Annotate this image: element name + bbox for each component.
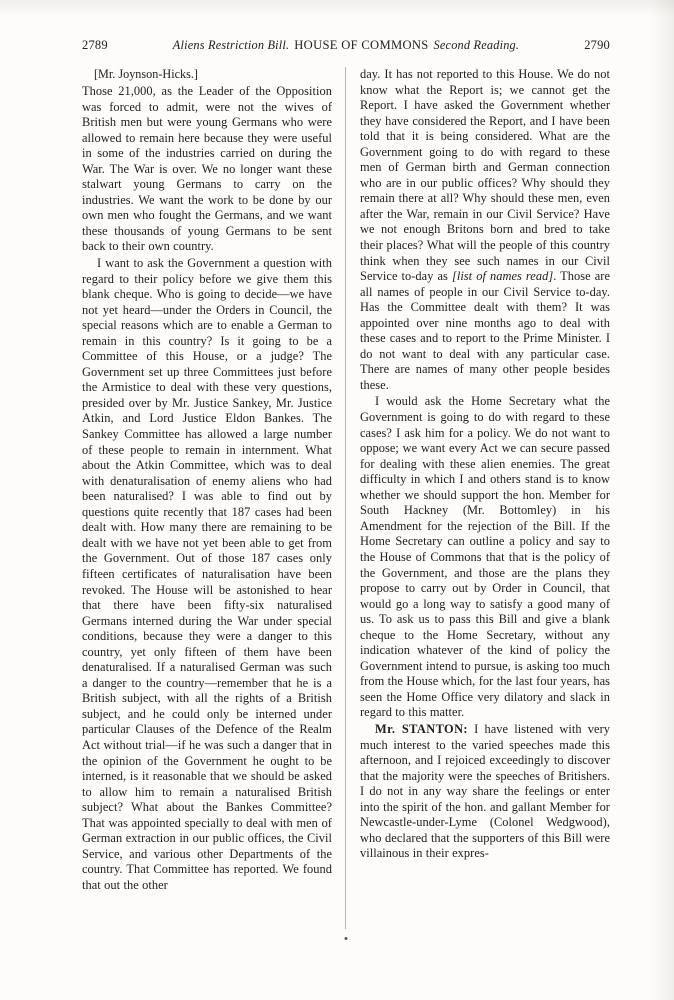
page-right-shadow <box>650 0 674 1000</box>
right-column <box>346 67 610 929</box>
bill-title: Aliens Restriction Bill. <box>172 38 290 52</box>
text-columns <box>82 67 610 929</box>
stage-direction: [list of names read] <box>451 269 554 284</box>
paragraph: I would ask the Home Secretary what the Government is going to do with regard to these cases? I ask him for a policy. We do not want to oppose; we want every Act we can secure passed for dealing with these alien enemies. The great difficulty in which I and others stand is to know whether we should support the hon. Member for South Hackney (Mr. Bottomley) in his Amendment for the rejection of the Bill. If the Home Secretary can outline a policy and say to the House of Commons that that is the policy of the Government, and those are the plans they propose to carry out by Order in Council, that would go a long way to satisfy a good many of us. To ask us to pass this Bill and give a blank cheque to the Home Secretary, without any indication whatever of the kind of policy the Government intend to pursue, is asking too much from the House which, for the last four years, has seen the Home Office very dilatory and slack in regard to this matter. <box>360 394 610 720</box>
speech-paragraph <box>360 722 610 862</box>
house-name: HOUSE OF COMMONS <box>294 38 429 52</box>
speaker-continuation-note: [Mr. Joynson-Hicks.] <box>94 67 198 81</box>
paragraph: day. It has not reported to this House. We do not know what the Report is; we cannot get the Report. I have asked the Government whether they have considered the Report, and I have been told that it is being considered. What are the Government going to do with regard to these men of German birth and German connection who are in our public offices? Why should they remain there at all? Why should these men, even after the War, remain in our Civil Service? Have we not enough Britons born and bred to take their places? What will the people of this country think when they see such names in our Civil Service to-day as [list of names read]. Those are all names of people in our Civil Service to-day. Has the Committee dealt with them? It was appointed over nine months ago to deal with these cases and to report to the Prime Minister. I do not want to deal with any particular case. There are names of many other people besides these. <box>360 67 610 392</box>
running-head <box>82 38 610 53</box>
page-top-shadow <box>0 0 674 16</box>
paragraph: Those 21,000, as the Leader of the Opposition was forced to admit, were not the wives of British men but were young Germans who were allowed to remain here because they were useful in some of the industries carried on during the War. The War is over. We no longer want these stalwart young Germans to carry on the industries. We want the work to be done by our own men who fought the Germans, and we want these thousands of young Germans to be sent back to their own country. <box>82 84 332 254</box>
paragraph: I want to ask the Government a question with regard to their policy before we give them this blank cheque. Who is going to decide—we have not yet heard—under the Orders in Council, the special reasons which are to enable a German to remain in this country? Is it going to be a Committee of this House, or a judge? The Government set up three Committees just before the Armistice to deal with these very questions, presided over by Mr. Justice Sankey, Mr. Justice Atkin, and Lord Justice Eldon Bankes. The Sankey Committee has allowed a large number of these people to remain in internment. What about the Atkin Committee, which was to deal with denaturalisation of enemy aliens who had been naturalised? I was able to find out by questions quite recently that 187 cases had been dealt with. How many there are remaining to be dealt with we have not yet been able to get from the Government. Out of those 187 cases only fifteen certificates of naturalisation have been revoked. The House will be astonished to hear that there have been fifty-six naturalised Germans interned during the War under special conditions, because they were a danger to this country, yet only fifteen of them have been denaturalised. If a naturalised German was such a danger to the country—remember that he is a British subject, with all the rights of a British subject, and he could only be interned under particular Clauses of the Defence of the Realm Act without trial—if he was such a danger that in the opinion of the Government he ought to be interned, is it reasonable that we should be asked to allow him to remain a naturalised British subject? What about the Bankes Committee? That was appointed specially to deal with men of German extraction in our public offices, the Civil Service, and various other Departments of the country. That Committee has reported. We found that out the other <box>82 256 332 892</box>
page-content <box>82 38 610 958</box>
speaker-name: Mr. STANTON: <box>375 721 468 736</box>
page-number-left: 2789 <box>82 38 108 52</box>
page-footer-mark <box>345 937 348 940</box>
left-column <box>82 67 346 929</box>
reading-stage: Second Reading. <box>433 38 520 52</box>
page-number-right: 2790 <box>584 38 610 52</box>
running-head-center <box>124 38 568 53</box>
speech-text: I have listened with very much interest to the varied speeches made this afternoon, and I rejoiced exceedingly to discover that the majority were the speeches of Britishers. I do not in any way share the feelings or enter into the spirit of the hon. and gallant Member for Newcastle-under-Lyme (Colonel Wedgwood), who declared that the supporters of this Bill were villainous in their expres- <box>360 721 610 861</box>
